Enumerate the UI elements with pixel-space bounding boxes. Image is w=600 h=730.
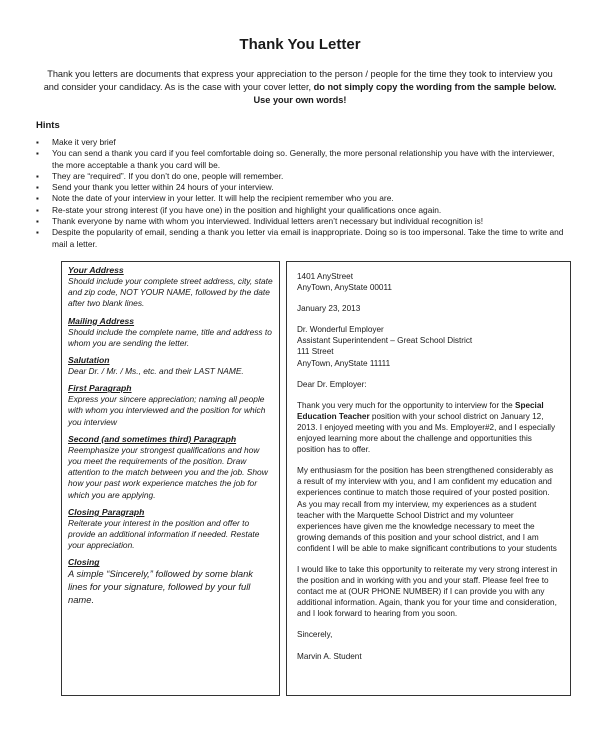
intro-paragraph: [40, 68, 560, 107]
guide-section-mailing-address: [68, 316, 273, 349]
hint-item: ▪ Despite the popularity of email, sending a thank you letter via email is inappropriate. Doing so is too impersonal. Take the time to write and mail a letter.: [36, 227, 566, 250]
hint-item: ▪ Re-state your strong interest (if you have one) in the position and highlight your qualifications once again.: [36, 205, 566, 216]
guide-section-first-paragraph: [68, 383, 273, 428]
guide-text: Reemphasize your strongest qualifications and how you meet the requirements of the position. Draw attention to the match between you and the job. Show how your past work experience matches the job for which you are applying.: [68, 444, 268, 500]
guide-heading: Closing Paragraph: [68, 506, 145, 517]
salutation: Dear Dr. Employer:: [297, 379, 367, 389]
hint-item: ▪ Make it very brief: [36, 137, 566, 148]
intro-bold-text: do not simply copy the wording from the sample below. Use your own words!: [253, 82, 557, 105]
guide-heading: Salutation: [68, 355, 110, 366]
guide-text: Reiterate your interest in the position and offer to provide an additional information if needed. Restate your appreciation.: [68, 517, 260, 551]
letter-closing: Sincerely,: [297, 630, 333, 640]
letter-paragraph-3: I would like to take this opportunity to reiterate my very strong interest in the position and in working with you and your staff. Please feel free to contact me at (OUR PHONE NUMBER) if I can provide you with any additional information. Again, thank you for your time and consideration, and I look forward to hearing from you soon.: [297, 564, 558, 619]
letter-paragraph-2: My enthusiasm for the position has been strengthened considerably as a result of my interview with you, and I am confident my education and experiences continue to match those required of your posted position. As you may recall from my interview, my experiences as a student teacher with the Marquette School District and my volunteer experiences have given me the knowledge necessary to meet the growing demands of this position and your school district, and I am confident I will be able to make significant contributions to your students: [297, 466, 557, 553]
guide-heading: Second (and sometimes third) Paragraph: [68, 433, 237, 444]
guide-heading: First Paragraph: [68, 383, 132, 394]
hint-item: ▪ They are “required”. If you don’t do one, people will remember.: [36, 171, 566, 182]
hint-item: ▪ Send your thank you letter within 24 hours of your interview.: [36, 182, 566, 193]
recipient-city: AnyTown, AnyState 11111: [297, 358, 391, 368]
recipient-street: 111 Street: [297, 347, 334, 357]
guide-text: Express your sincere appreciation; naming all people with whom you interviewed and the position for which you interview: [68, 394, 266, 427]
guide-section-closing-paragraph: [68, 507, 273, 552]
sample-letter-box: [286, 261, 571, 696]
p1-position: Special Education Teacher: [297, 400, 544, 421]
guide-text: Should include the complete name, title and address to whom you are sending the letter.: [68, 326, 272, 348]
hints-list: [36, 137, 566, 250]
guide-section-closing: [68, 557, 273, 606]
letter-paragraph-1: [297, 400, 560, 455]
hint-item: ▪ You can send a thank you card if you feel comfortable doing so. Generally, the more personal relationship you have with the interviewer, the more acceptable a thank you card will be.: [36, 148, 566, 171]
guide-section-salutation: [68, 355, 273, 377]
guide-text: Should include your complete street address, city, state and zip code, NOT YOUR NAME, followed by the date after two blank lines.: [68, 276, 273, 309]
page-title: Thank You Letter: [239, 36, 361, 53]
hint-item: ▪ Thank everyone by name with whom you interviewed. Individual letters aren’t necessary but individual recognition is!: [36, 216, 566, 227]
letter-date: January 23, 2013: [297, 304, 361, 314]
letter-signature: Marvin A. Student: [297, 651, 362, 661]
guide-heading: Closing: [68, 557, 100, 568]
hints-heading: Hints: [36, 120, 60, 131]
sender-street: 1401 AnyStreet: [297, 272, 353, 281]
sender-address: [297, 271, 560, 293]
guide-text: A simple “Sincerely,” followed by some blank lines for your signature, followed by your full name.: [68, 568, 253, 605]
guide-heading: Mailing Address: [68, 315, 135, 326]
guide-section-your-address: [68, 265, 273, 310]
guide-text: Dear Dr. / Mr. / Ms., etc. and their LAST NAME.: [68, 366, 244, 377]
p1-text: Thank you very much for the opportunity to interview for the: [297, 400, 515, 410]
hint-item: ▪ Note the date of your interview in your letter. It will help the recipient remember who you are.: [36, 193, 566, 204]
recipient-address: [297, 324, 560, 368]
letter-guide-box: [61, 261, 280, 696]
recipient-title: Assistant Superintendent – Great School District: [297, 336, 473, 346]
guide-heading: Your Address: [68, 265, 124, 275]
recipient-name: Dr. Wonderful Employer: [297, 325, 384, 335]
p1-text-end: position with your school district on January 12, 2013. I enjoyed meeting with you and Ms. Employer#2, and I especially enjoyed learning more about the challenge and opportunities this position has to offer.: [297, 411, 556, 455]
sender-city: AnyTown, AnyState 00011: [297, 283, 392, 293]
intro-text: Thank you letters are documents that express your appreciation to the person / people for the time they took to interview you and consider your candidacy. As is the case with your cover letter,: [43, 69, 553, 92]
guide-section-second-paragraph: [68, 434, 273, 501]
